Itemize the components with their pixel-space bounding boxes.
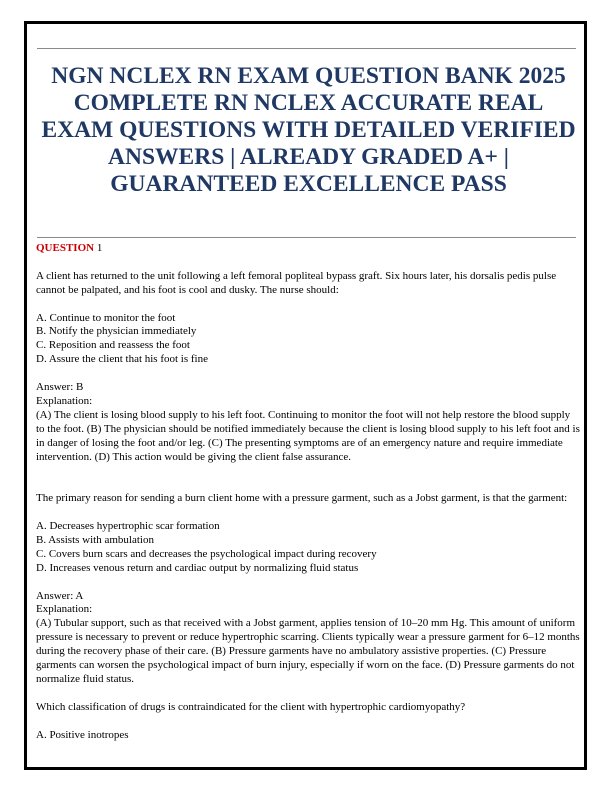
- q3-option-a: A. Positive inotropes: [36, 728, 129, 741]
- q1-option-b: B. Notify the physician immediately: [36, 325, 197, 338]
- q2-option-b: B. Assists with ambulation: [36, 533, 154, 546]
- title-line-4: ANSWERS | ALREADY GRADED A+ |: [108, 144, 509, 170]
- title-line-3: EXAM QUESTIONS WITH DETAILED VERIFIED: [41, 117, 576, 143]
- title-line-5: GUARANTEED EXCELLENCE PASS: [110, 171, 507, 197]
- q2-option-a: A. Decreases hypertrophic scar formation: [36, 520, 220, 533]
- title-line-2: COMPLETE RN NCLEX ACCURATE REAL: [73, 90, 544, 116]
- top-rule: [37, 48, 576, 49]
- document-title: [27, 63, 587, 198]
- question-label: QUESTION: [36, 242, 95, 254]
- q2-explanation: (A) Tubular support, such as that received with a Jobst garment, applies tension of 10–20 mm Hg. This amount of uniform pressure is necessary to prevent or reduce hypertrophic scarring. Clients typically wear a pressure garment for 6–12 months during the recovery phase of their care. (B) Pressure garments have no ambulatory assistive properties. (C) Pressure garments can worsen the psychological impact of burn injury, especially if worn on the face. (D) Pressure garments do not normalize fluid status.: [36, 617, 580, 685]
- q2-answer: Answer: A: [36, 589, 84, 602]
- q2-explanation-label: Explanation:: [36, 603, 93, 616]
- question-heading: [36, 242, 581, 256]
- title-bottom-rule: [37, 237, 576, 238]
- page-frame: [24, 21, 587, 770]
- question-number: 1: [96, 242, 103, 254]
- q1-explanation: (A) The client is losing blood supply to his left foot. Continuing to monitor the foot will not help restore the blood supply to the foot. (B) The physician should be notified immediately because the client is losing blood supply to his left foot and is in danger of losing the foot and/or leg. (C) The presenting symptoms are of an emergency nature and require immediate intervention. (D) This action would be giving the client false assurance.: [36, 408, 580, 463]
- q1-option-c: C. Reposition and reassess the foot: [36, 339, 190, 352]
- q2-stem: The primary reason for sending a burn client home with a pressure garment, such as a Jobst garment, is that the garment:: [36, 492, 568, 505]
- q1-stem: A client has returned to the unit following a left femoral popliteal bypass graft. Six hours later, his dorsalis pedis pulse cannot be palpated, and his foot is cool and dusky. The nurse should:: [36, 269, 557, 296]
- q1-answer: Answer: B: [36, 381, 84, 394]
- q3-stem: Which classification of drugs is contraindicated for the client with hypertrophic cardiomyopathy?: [36, 700, 466, 713]
- q2-option-c: C. Covers burn scars and decreases the psychological impact during recovery: [36, 547, 377, 560]
- title-line-1: NGN NCLEX RN EXAM QUESTION BANK 2025: [51, 63, 566, 89]
- q1-option-a: A. Continue to monitor the foot: [36, 311, 176, 324]
- q1-explanation-label: Explanation:: [36, 394, 93, 407]
- q1-option-d: D. Assure the client that his foot is fine: [36, 353, 208, 366]
- question-content: [36, 242, 581, 743]
- q2-option-d: D. Increases venous return and cardiac output by normalizing fluid status: [36, 561, 359, 574]
